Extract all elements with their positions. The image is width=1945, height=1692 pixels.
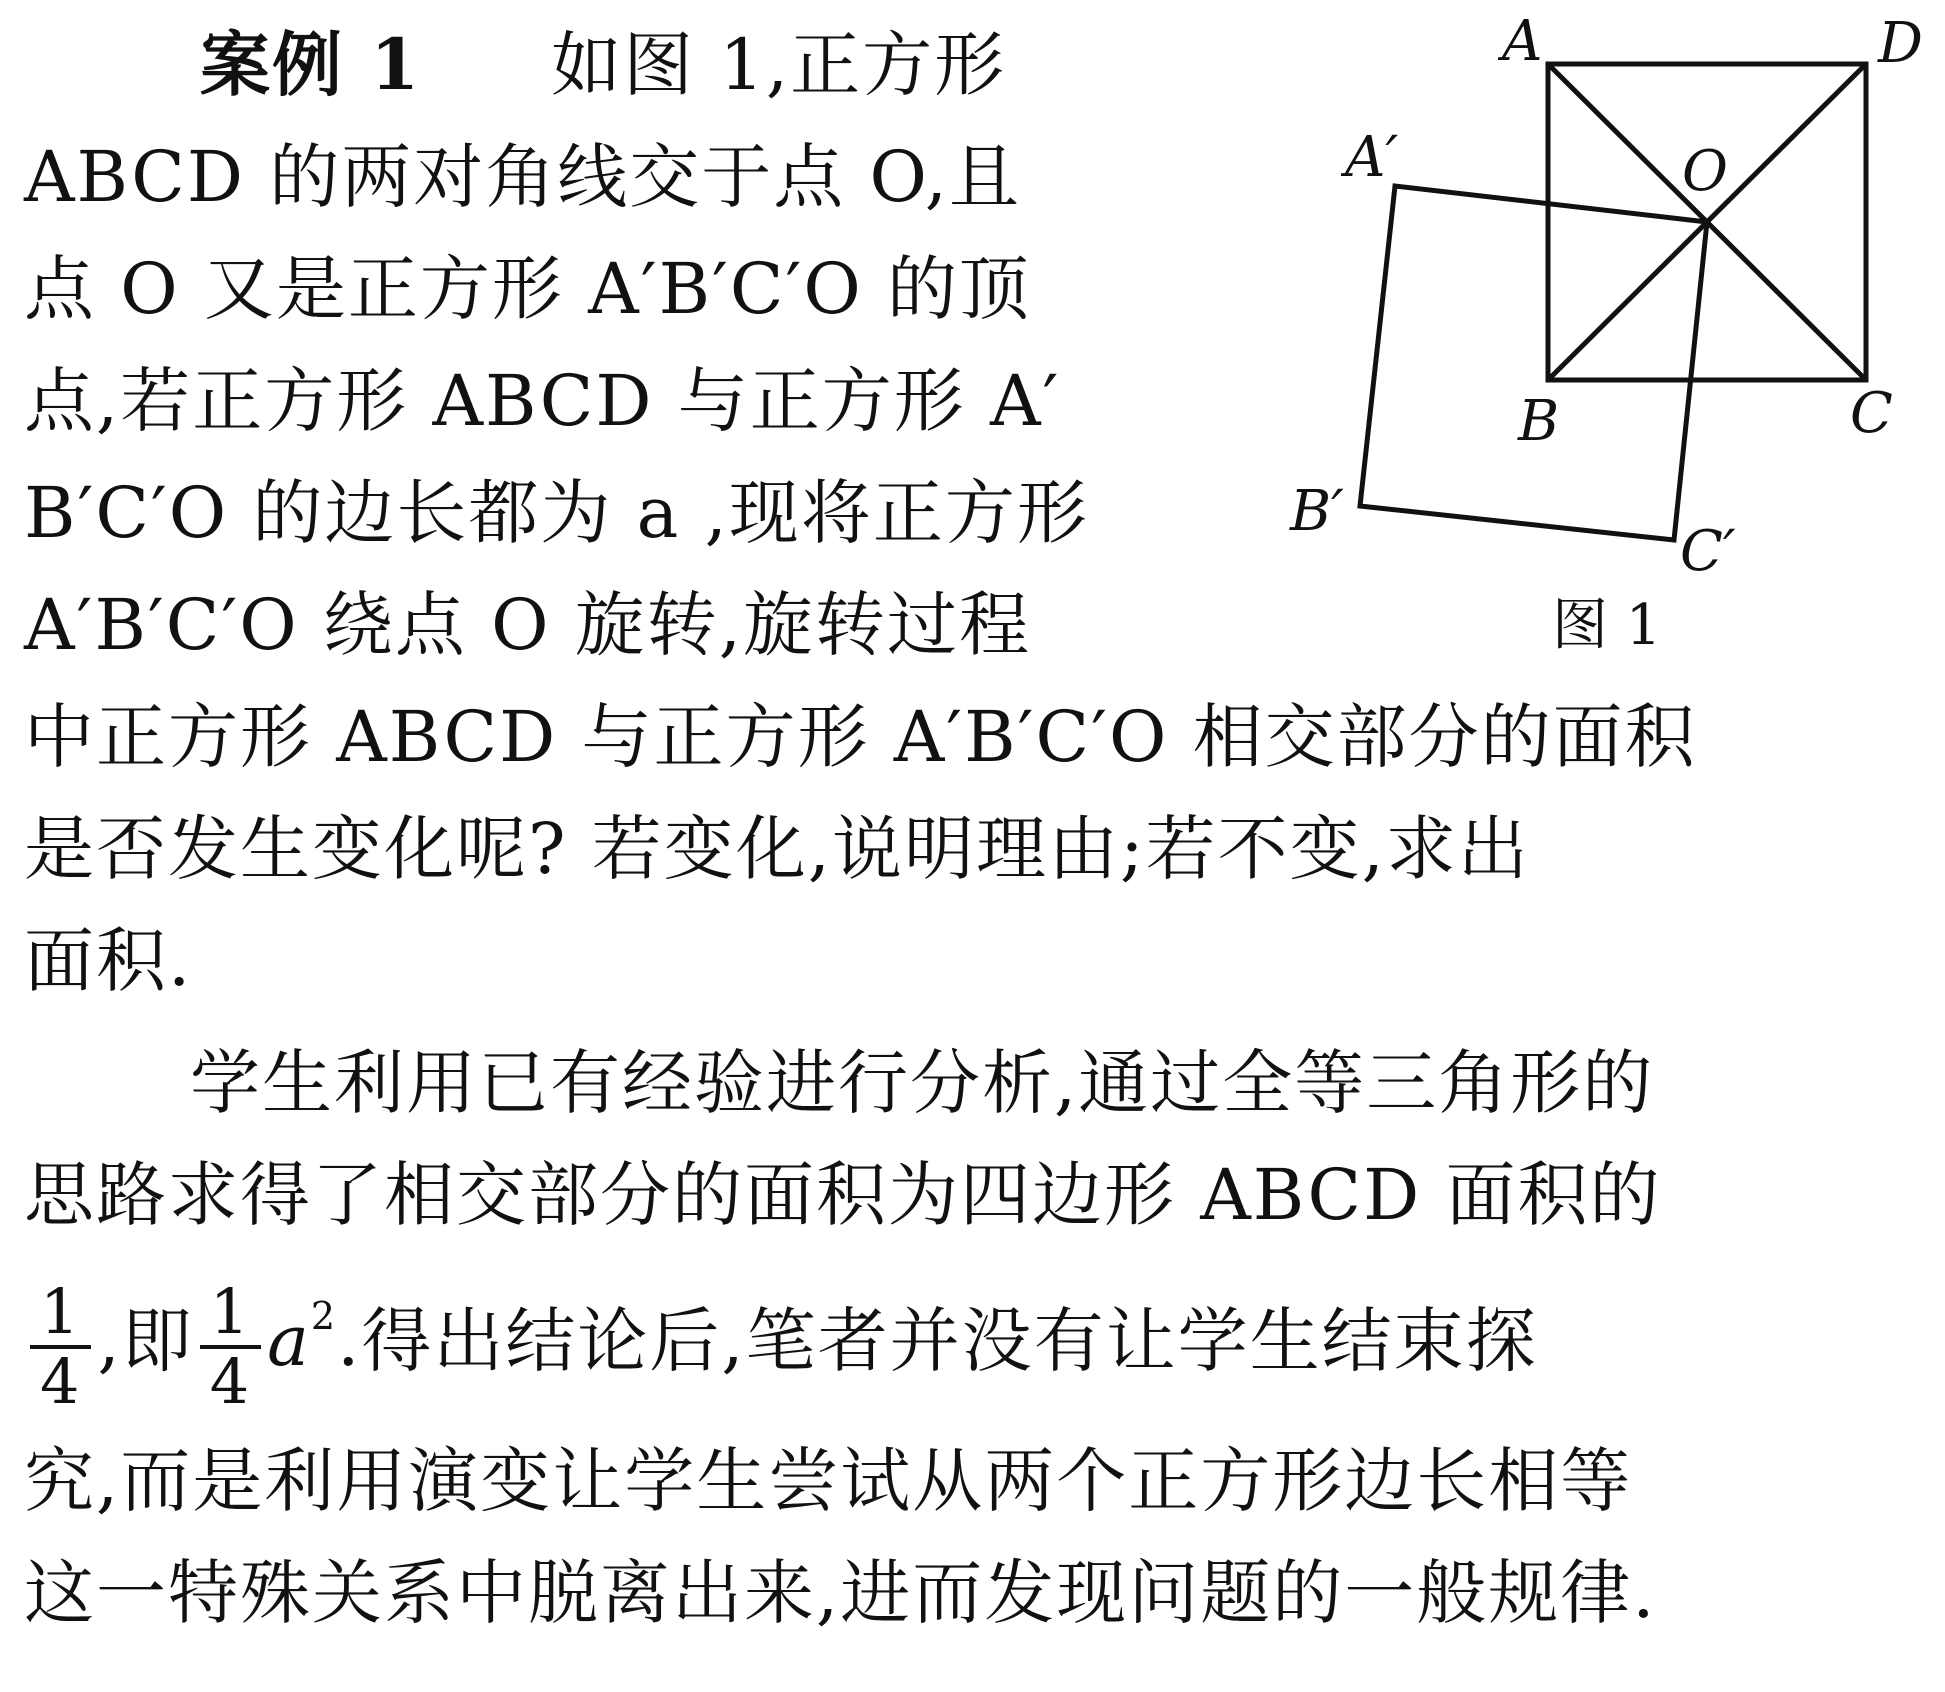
figure-caption: 图 1 bbox=[1552, 593, 1662, 658]
label-c-prime: C′ bbox=[1680, 519, 1736, 584]
label-d: D bbox=[1878, 11, 1923, 76]
figure-1 bbox=[1260, 0, 1945, 680]
fraction-one-quarter-2: $\frac{1}{4}$ bbox=[200, 1279, 261, 1415]
para2-line-4: 究,而是利用演变让学生尝试从两个正方形边长相等 bbox=[24, 1440, 1633, 1522]
fraction-one-quarter: $\frac{1}{4}$ bbox=[30, 1279, 91, 1415]
exponent: 2 bbox=[310, 1294, 338, 1338]
label-a-prime: A′ bbox=[1345, 125, 1399, 190]
variable-a: a bbox=[267, 1300, 311, 1382]
para2-line-3: $\frac{1}{4}$ ,即 $\frac{1}{4}$ $a^2$.得出结论后,笔者并没有让学生结束探 bbox=[24, 1266, 1538, 1416]
case-label: 案例 1 bbox=[200, 23, 422, 106]
para2-line-2: 思路求得了相交部分的面积为四边形 ABCD 面积的 bbox=[24, 1154, 1662, 1236]
para1-line-2: ABCD 的两对角线交于点 O,且 bbox=[24, 136, 1022, 218]
para1-line-1: 如图 1,正方形 bbox=[551, 24, 1007, 106]
label-c: C bbox=[1850, 381, 1893, 446]
para1-line-3: 点 O 又是正方形 A′B′C′O 的顶 bbox=[24, 248, 1032, 330]
para2-line-5: 这一特殊关系中脱离出来,进而发现问题的一般规律. bbox=[24, 1552, 1657, 1634]
para1-line-7: 中正方形 ABCD 与正方形 A′B′C′O 相交部分的面积 bbox=[24, 696, 1697, 778]
para2-line-1: 学生利用已有经验进行分析,通过全等三角形的 bbox=[190, 1042, 1655, 1124]
para1-line-9: 面积. bbox=[24, 920, 193, 1002]
para1-line-4: 点,若正方形 ABCD 与正方形 A′ bbox=[24, 360, 1061, 442]
square-a-b-c-o bbox=[1360, 186, 1707, 540]
label-o: O bbox=[1682, 139, 1728, 204]
para1-line-6: A′B′C′O 绕点 O 旋转,旋转过程 bbox=[24, 584, 1032, 666]
label-a: A bbox=[1502, 9, 1543, 74]
para1-line-8: 是否发生变化呢? 若变化,说明理由;若不变,求出 bbox=[24, 808, 1530, 890]
para1-line-5: B′C′O 的边长都为 a ,现将正方形 bbox=[24, 472, 1089, 554]
label-b-prime: B′ bbox=[1290, 479, 1344, 544]
label-b: B bbox=[1518, 389, 1560, 454]
case-line-1 bbox=[200, 22, 1006, 108]
